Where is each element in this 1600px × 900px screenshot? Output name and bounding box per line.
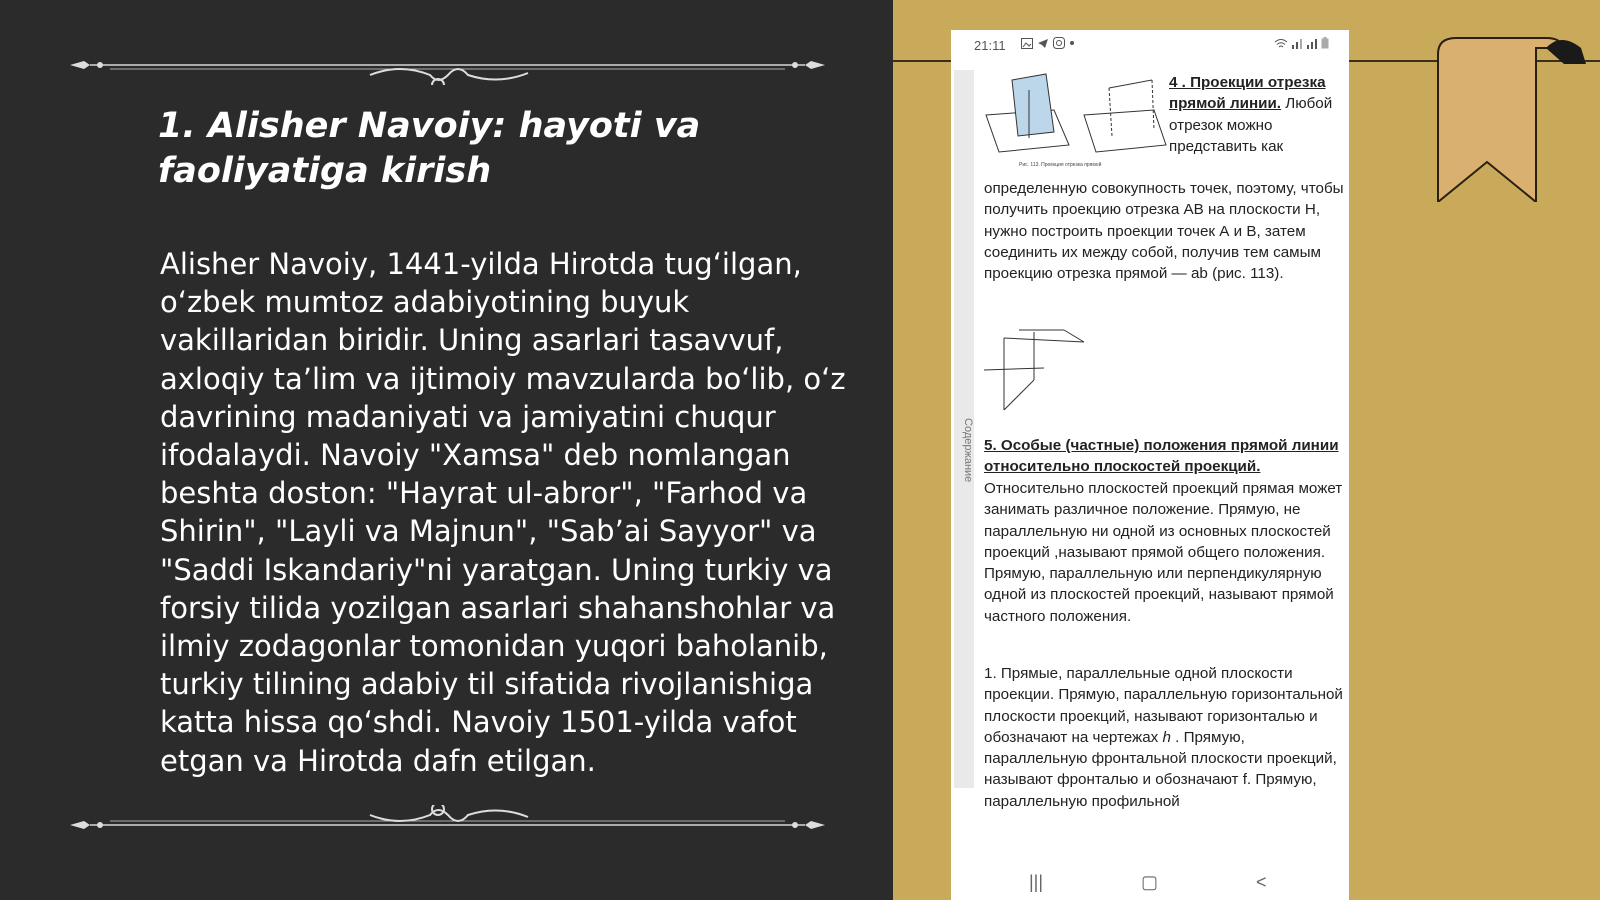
slide-title: 1. Alisher Navoiy: hayoti va faoliyatiga kirish — [158, 106, 701, 191]
section-4-title[interactable]: 4 . Проекции отрезка прямой линии. — [1169, 74, 1326, 113]
item-1-symbol-h: h — [1162, 728, 1171, 746]
bottom-ornament-divider — [70, 805, 825, 845]
contents-tab-label[interactable]: Содержание — [962, 417, 974, 483]
status-right-icons — [1274, 37, 1329, 49]
dot-icon — [1069, 40, 1075, 46]
status-time: 21:11 — [974, 38, 1006, 53]
signal-icon — [1306, 38, 1318, 49]
status-left-icons — [1021, 37, 1075, 49]
item-1-text-b: . Прямую, параллельную фронтальной плоскости проекций, называют фронталью и обозначают f. Прямую, параллельную профильной — [984, 728, 1337, 810]
back-button[interactable]: < — [1256, 872, 1267, 892]
instagram-icon — [1053, 37, 1065, 49]
android-nav-bar — [951, 860, 1349, 900]
slide-body-text: Alisher Navoiy, 1441-yilda Hirotda tug‘ilgan, o‘zbek mumtoz adabiyotining buyuk vakillaridan biridir. Uning asarlari tasavvuf, axloqiy ta’lim va ijtimoiy mavzularda bo‘lib, o‘z davrining madaniyati va jamiyatini chuqur ifodalaydi. Navoiy "Xamsa" deb nomlangan beshta doston: "Hayrat ul-abror", "Farhod va Shirin", "Layli va Majnun", "Sab’ai Sayyor" va "Saddi Iskandariy"ni yaratgan. Uning turkiy va forsiy tilida yozilgan asarlari shahanshohlar va ilmiy zodagonlar tomonidan yuqori baholanib, turkiy tilining adabiy til sifatida rivojlanishiga katta hissa qo‘shdi. Navoiy 1501-yilda vafot etgan va Hirotda dafn etilgan. — [160, 247, 846, 778]
axes-figure — [984, 320, 1094, 415]
section-4-intro: Любой отрезок можно представить как — [1169, 95, 1333, 155]
recent-apps-button[interactable]: ||| — [1029, 872, 1044, 892]
top-ornament-divider — [70, 45, 825, 85]
telegram-icon — [1037, 38, 1049, 49]
status-bar — [951, 30, 1349, 58]
phone-screenshot — [951, 30, 1349, 900]
figure-113-caption: Рис. 113. Проекция отрезка прямой — [1019, 162, 1102, 168]
signal-icon — [1291, 38, 1303, 49]
section-5-item-1 — [984, 663, 1346, 812]
wifi-icon — [1274, 38, 1288, 49]
image-icon — [1021, 38, 1033, 49]
bookmark-icon — [1436, 36, 1586, 202]
home-button[interactable]: ▢ — [1141, 872, 1159, 892]
projection-figure-113 — [984, 70, 1169, 170]
section-4-heading — [1169, 72, 1349, 157]
section-5-paragraph: Относительно плоскостей проекций прямая может занимать различное положение. Прямую, не параллельную ни одной из основных плоскостей проекций ,называют прямой общего положения. Прямую, параллельную или перпендикулярную одной из плоскостей проекций, называют прямой частного положения. — [984, 480, 1343, 625]
section-5-heading[interactable]: 5. Особые (частные) положения прямой линии относительно плоскостей проекций. — [984, 437, 1339, 476]
item-1-text-a: 1. Прямые, параллельные одной плоскости проекции. Прямую, параллельную горизонтальной плоскости проекций, называют горизонталью и обозначают на чертежах — [984, 665, 1343, 746]
battery-icon — [1321, 37, 1329, 49]
section-4-paragraph: определенную совокупность точек, поэтому, чтобы получить проекцию отрезка АВ на плоскости Н, нужно построить проекции точек А и В, затем соединить их между собой, получив тем самым проекцию отрезка прямой — ab (рис. 113). — [984, 180, 1344, 283]
